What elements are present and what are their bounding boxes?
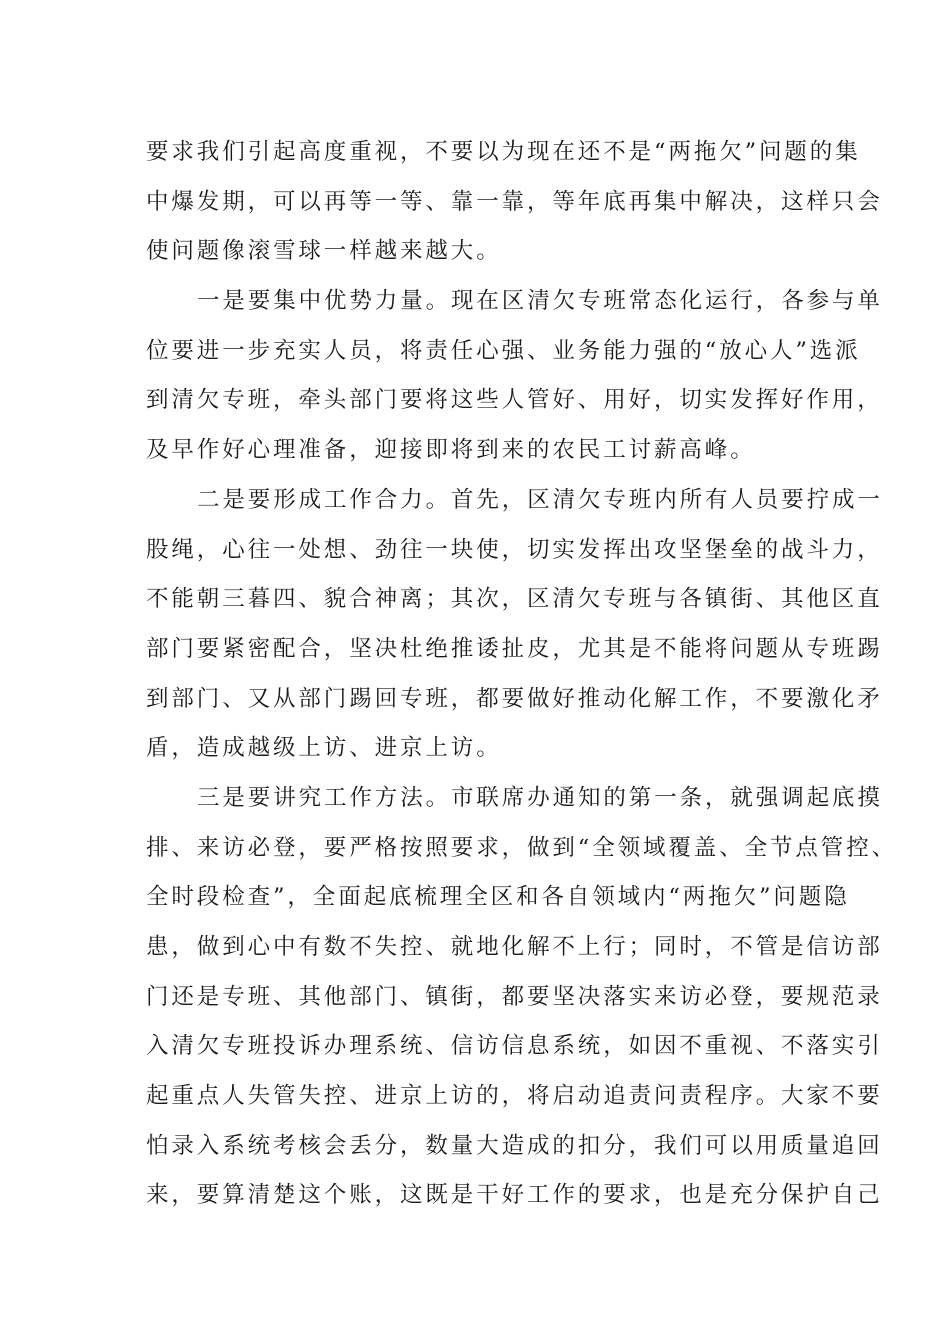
text-line: 入清欠专班投诉办理系统、信访信息系统，如因不重视、不落实引 xyxy=(146,1033,883,1060)
text-line: 要求我们引起高度重视，不要以为现在还不是“两拖欠”问题的集 xyxy=(146,139,861,165)
text-line: 患，做到心中有数不失控、就地化解不上行；同时，不管是信访部 xyxy=(146,934,883,960)
text-line: 排、来访必登，要严格按照要求，做到“全领域覆盖、全节点管控、 xyxy=(146,834,898,861)
text-line: 起重点人失管失控、进京上访的，将启动追责问责程序。大家不要 xyxy=(146,1083,883,1110)
text-line: 到清欠专班，牵头部门要将这些人管好、用好，切实发挥好作用， xyxy=(146,387,883,414)
text-line: 到部门、又从部门踢回专班，都要做好推动化解工作，不要激化矛 xyxy=(146,685,883,712)
text-line: 怕录入系统考核会丢分，数量大造成的扣分，我们可以用质量追回 xyxy=(146,1132,883,1159)
paragraph-first-line: 三是要讲究工作方法。市联席办通知的第一条，就强调起底摸 xyxy=(197,784,883,811)
text-line: 不能朝三暮四、貌合神离；其次，区清欠专班与各镇街、其他区直 xyxy=(146,586,883,613)
text-line: 门还是专班、其他部门、镇街，都要坚决落实来访必登，要规范录 xyxy=(146,983,883,1010)
text-line: 及早作好心理准备，迎接即将到来的农民工讨薪高峰。 xyxy=(146,437,756,464)
body-text xyxy=(146,128,898,1221)
text-line: 位要进一步充实人员，将责任心强、业务能力强的“放心人”选派 xyxy=(146,337,861,364)
paragraph-first-line: 二是要形成工作合力。首先，区清欠专班内所有人员要拧成一 xyxy=(197,486,883,513)
text-line: 来，要算清楚这个账，这既是干好工作的要求，也是充分保护自己 xyxy=(146,1182,883,1209)
text-line: 股绳，心往一处想、劲往一块使，切实发挥出攻坚堡垒的战斗力， xyxy=(146,536,883,563)
text-line: 中爆发期，可以再等一等、靠一靠，等年底再集中解决，这样只会 xyxy=(146,188,883,215)
paragraph-first-line: 一是要集中优势力量。现在区清欠专班常态化运行，各参与单 xyxy=(197,288,883,315)
text-line: 部门要紧密配合，坚决杜绝推诿扯皮，尤其是不能将问题从专班踢 xyxy=(146,635,883,662)
text-line: 使问题像滚雪球一样越来越大。 xyxy=(146,238,502,265)
text-line: 盾，造成越级上访、进京上访。 xyxy=(146,735,502,762)
text-line: 全时段检查”，全面起底梳理全区和各自领域内“两拖欠”问题隐 xyxy=(146,884,850,911)
